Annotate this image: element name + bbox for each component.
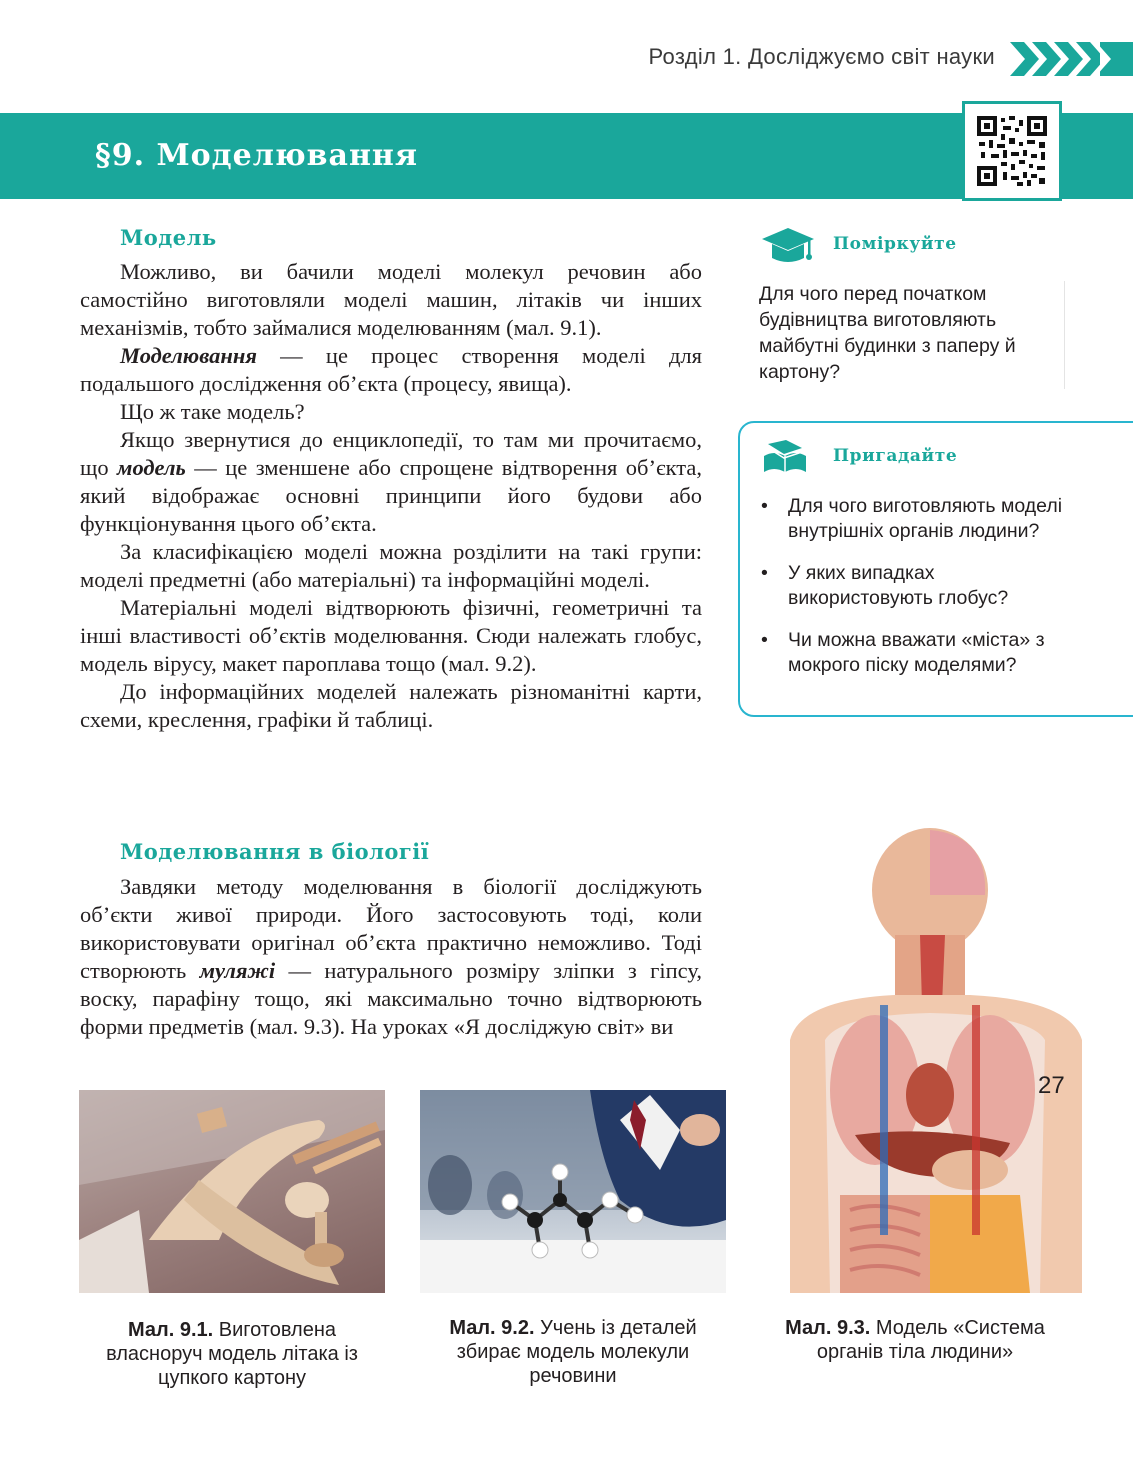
graduation-cap-icon bbox=[760, 226, 816, 266]
figure-cardboard-airplane bbox=[79, 1090, 385, 1293]
section-body-model bbox=[80, 258, 702, 734]
think-question: Для чого перед початком будівництва виготовляють майбутні будинки з паперу й картону? bbox=[759, 281, 1065, 389]
molecule-illustration bbox=[420, 1090, 726, 1293]
section-heading-biology: Моделювання в біології bbox=[120, 839, 430, 864]
caption-fig-9-1: Мал. 9.1. Виготовлена власноруч модель літака із цупкого картону bbox=[106, 1319, 358, 1389]
open-book-icon bbox=[760, 438, 810, 478]
figure-anatomical-torso bbox=[770, 825, 1100, 1293]
airplane-illustration bbox=[79, 1090, 385, 1293]
paragraph: Що ж таке модель? bbox=[120, 399, 305, 424]
section-body-biology bbox=[80, 873, 702, 1041]
section-heading-model: Модель bbox=[120, 225, 217, 250]
paragraph: Моделювання — це процес створення моделі для подальшого дослідження об’єкта (процесу, явища). bbox=[80, 343, 702, 396]
paragraph: За класифікацією моделі можна розділити на такі групи: моделі предметні (або матеріальні) та інформаційні моделі. bbox=[80, 539, 702, 592]
chevrons-decoration bbox=[1010, 42, 1133, 76]
page-number: 27 bbox=[1038, 1072, 1065, 1099]
paragraph: Якщо звернутися до енциклопедії, то там ми прочитаємо, що модель — це зменшене або спрощене відтворення об’єкта, який відображає основні принципи його будови або функціонування цього об’єкта. bbox=[80, 427, 702, 536]
term: модель bbox=[117, 455, 186, 480]
term: Моделювання bbox=[120, 343, 257, 368]
qr-code[interactable] bbox=[962, 101, 1062, 201]
running-head: Розділ 1. Досліджуємо світ науки bbox=[648, 44, 995, 69]
term: муляжі bbox=[199, 958, 276, 983]
caption-fig-9-2: Мал. 9.2. Учень із деталей збирає модель молекули речовини bbox=[449, 1317, 697, 1387]
remember-heading: Пригадайте bbox=[833, 446, 958, 466]
qr-code-icon bbox=[977, 116, 1047, 186]
paragraph: Матеріальні моделі відтворюють фізичні, геометричні та інші властивості об’єктів моделювання. Сюди належать глобус, модель вірусу, макет пароплава тощо (мал. 9.2). bbox=[80, 595, 702, 676]
torso-illustration bbox=[770, 825, 1100, 1293]
list-item: • У яких випадках використовують глобус? bbox=[759, 561, 1069, 611]
page-title: §9. Моделювання bbox=[95, 138, 419, 173]
remember-list bbox=[759, 494, 1069, 695]
paragraph: До інформаційних моделей належать різноманітні карти, схеми, креслення, графіки й таблиці. bbox=[80, 679, 702, 732]
paragraph: Завдяки методу моделювання в біології досліджують об’єкти живої природи. Його застосовують тоді, коли використовувати оригінал об’єкта практично неможливо. Тоді створюють муляжі — натурального розміру зліпки з гіпсу, воску, парафіну тощо, які максимально точно відтворюють форми предметів (мал. 9.3). На уроках «Я досліджую світ» ви bbox=[80, 874, 702, 1039]
paragraph: Можливо, ви бачили моделі молекул речовин або самостійно виготовляли моделі машин, літаків чи інших механізмів, тобто займалися моделюванням (мал. 9.1). bbox=[80, 259, 702, 340]
list-item: • Чи можна вважати «міста» з мокрого піску моделями? bbox=[759, 628, 1069, 678]
think-heading: Поміркуйте bbox=[833, 234, 957, 254]
caption-fig-9-3: Мал. 9.3. Модель «Система органів тіла людини» bbox=[785, 1317, 1045, 1363]
figure-molecule-model bbox=[420, 1090, 726, 1293]
list-item: • Для чого виготовляють моделі внутрішніх органів людини? bbox=[759, 494, 1069, 544]
